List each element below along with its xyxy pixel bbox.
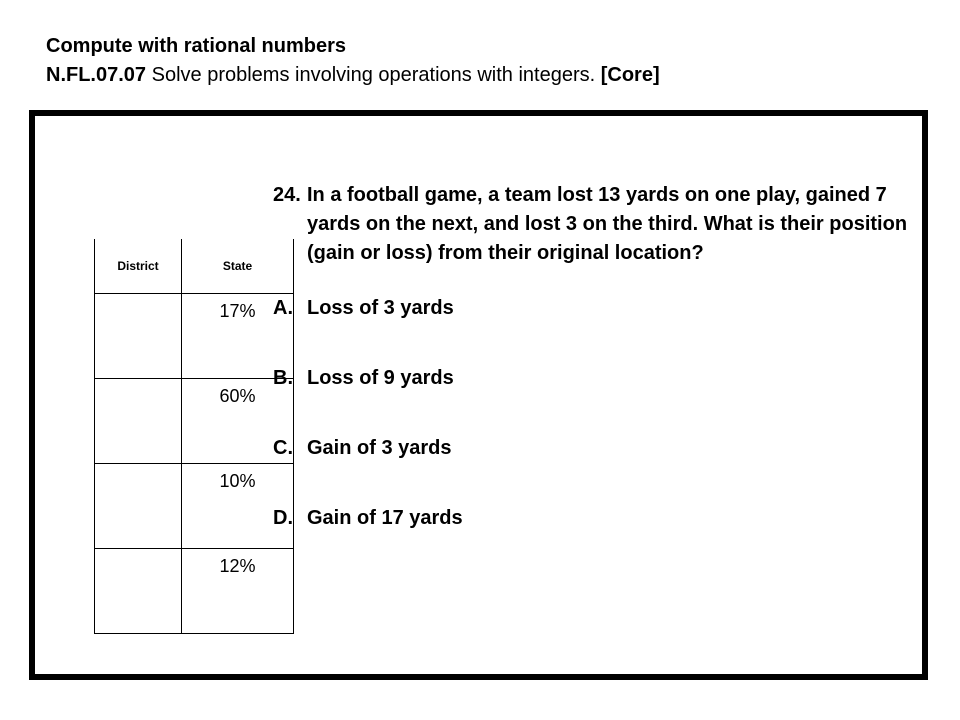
state-value: 10%: [219, 471, 256, 491]
question-block: [273, 181, 918, 574]
choice-text: Gain of 17 yards: [307, 507, 463, 529]
choice-letter: C.: [273, 437, 293, 459]
question-text: In a football game, a team lost 13 yards on one play, gained 7 yards on the next, and lost 3 on the third. What is their position (gain or loss) from their original location?: [307, 184, 908, 264]
choice-a[interactable]: [273, 294, 918, 364]
table-row: [95, 464, 294, 549]
choice-text: Loss of 3 yards: [307, 297, 454, 319]
district-cell: [95, 464, 182, 549]
district-header: District: [95, 239, 182, 294]
choice-text: Loss of 9 yards: [307, 367, 454, 389]
standard-line: [46, 61, 660, 90]
choice-letter: A.: [273, 297, 293, 319]
choice-letter: D.: [273, 507, 293, 529]
table-row: [95, 294, 294, 379]
question-number: 24.: [273, 184, 301, 206]
district-cell: [95, 379, 182, 464]
choice-text: Gain of 3 yards: [307, 437, 452, 459]
results-header-row: [95, 239, 294, 294]
district-cell: [95, 549, 182, 634]
standard-level: [Core]: [600, 64, 660, 86]
table-row: [95, 379, 294, 464]
choice-b[interactable]: [273, 364, 918, 434]
district-cell: [95, 294, 182, 379]
state-value: 60%: [219, 386, 256, 406]
page-header: [46, 32, 660, 90]
question-frame: [29, 110, 928, 680]
state-value: 17%: [219, 301, 256, 321]
choice-c[interactable]: [273, 434, 918, 504]
choice-d[interactable]: [273, 504, 918, 574]
state-header: State: [182, 239, 294, 294]
results-table: [94, 239, 294, 634]
state-value: 12%: [219, 556, 256, 576]
answer-choices: [273, 294, 918, 574]
table-row: [95, 549, 294, 634]
page-title: Compute with rational numbers: [46, 35, 347, 57]
choice-letter: B.: [273, 367, 293, 389]
question-row: [273, 181, 918, 268]
standard-text: Solve problems involving operations with integers.: [146, 64, 601, 86]
standard-code: N.FL.07.07: [46, 64, 147, 86]
